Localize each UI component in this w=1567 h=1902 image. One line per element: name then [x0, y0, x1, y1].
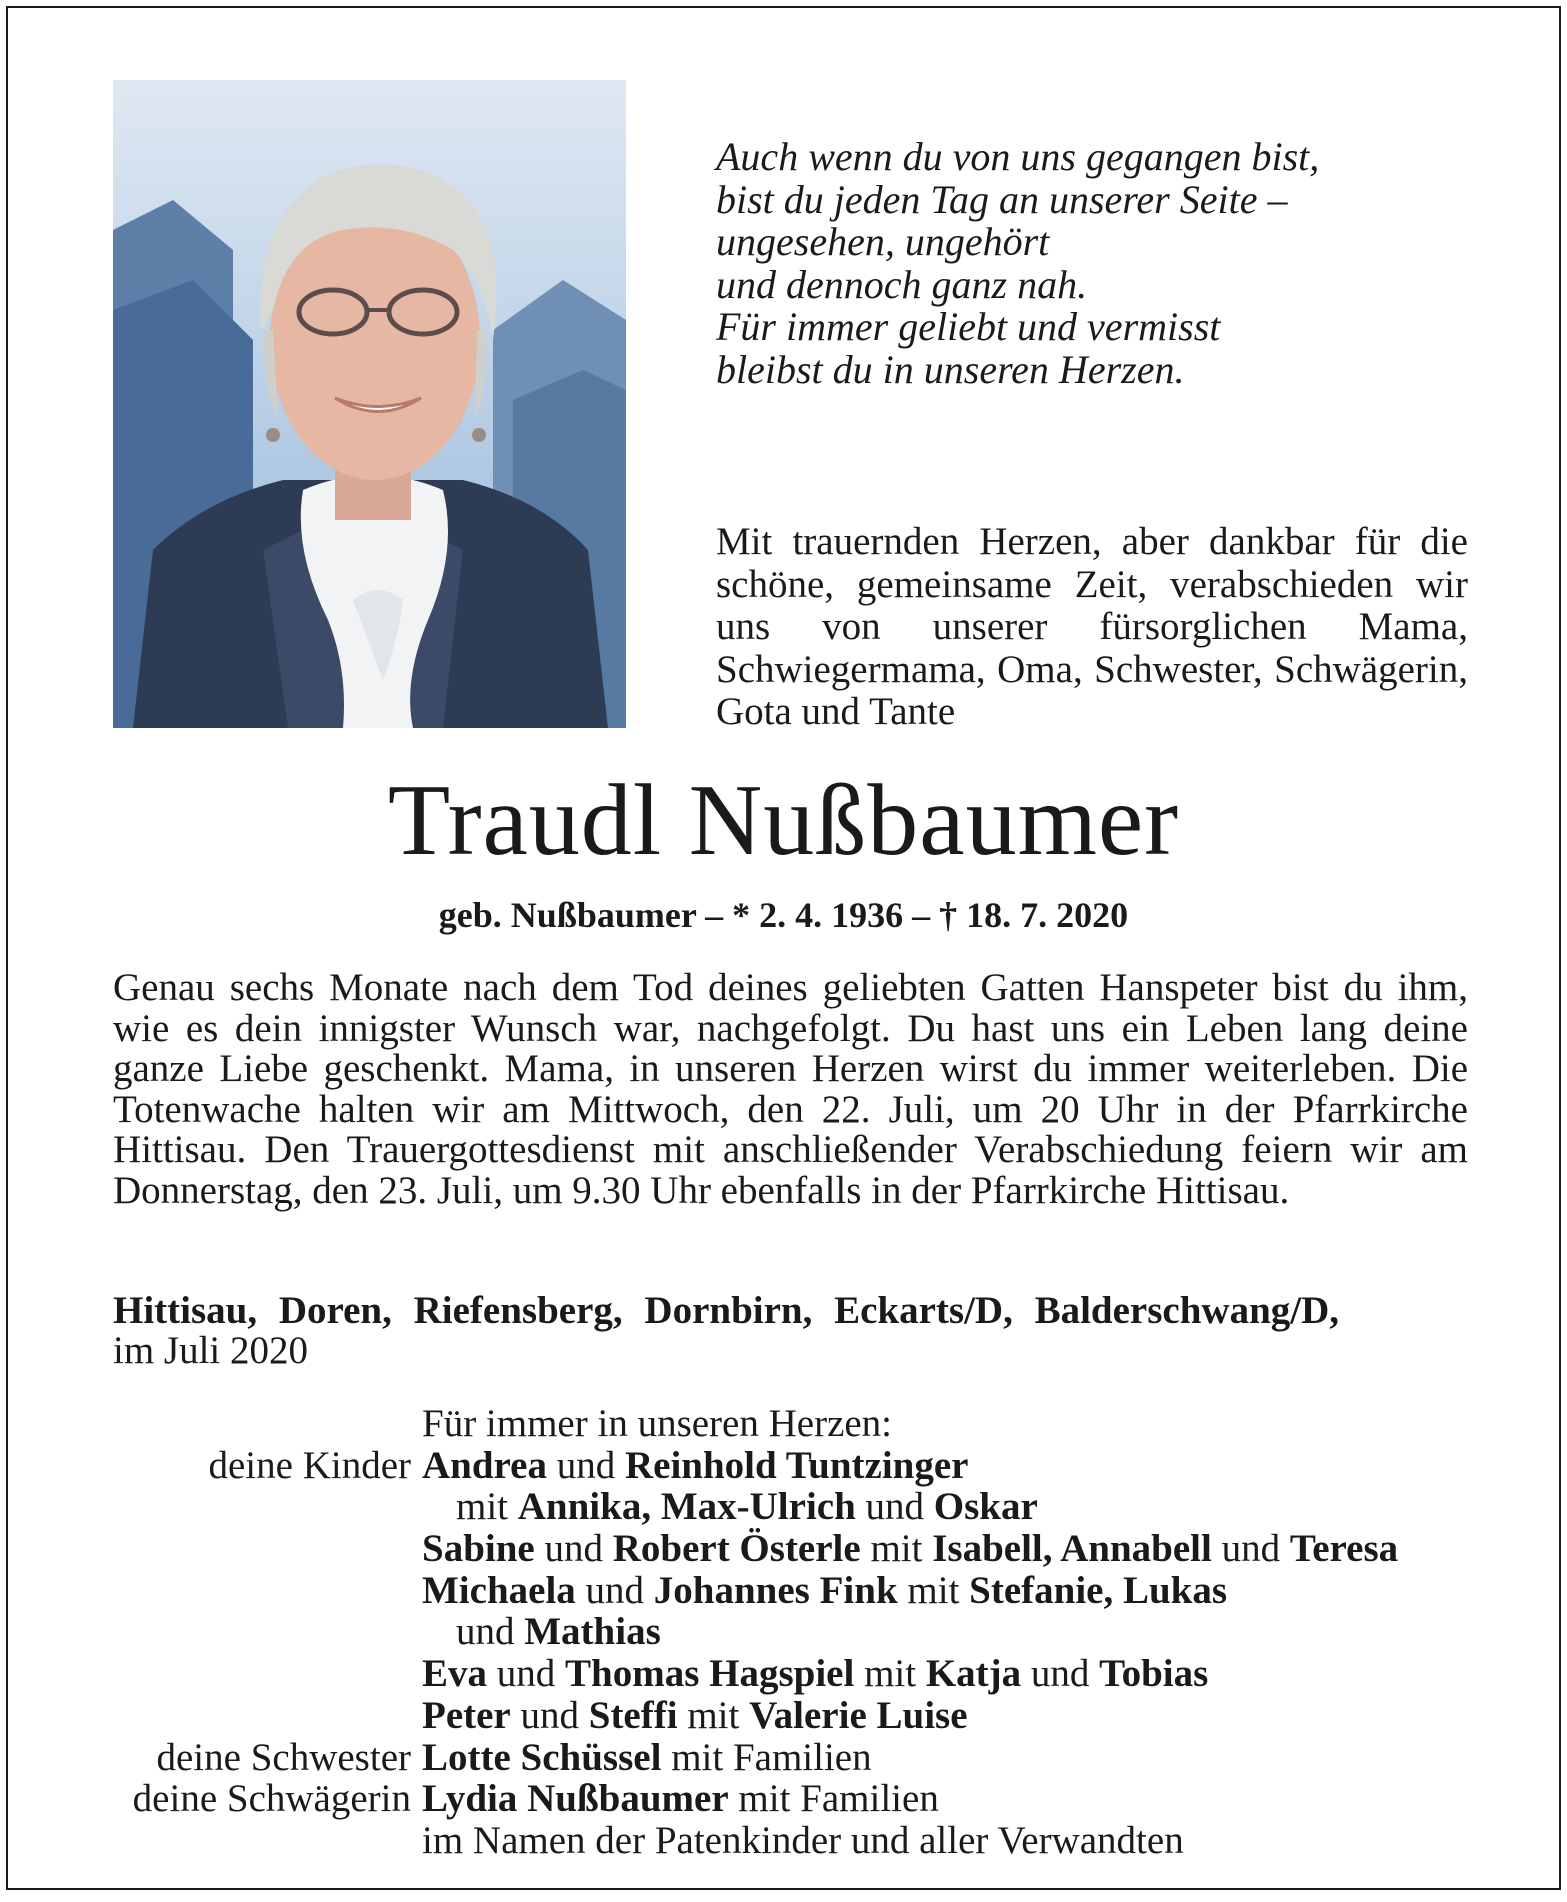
verse-line: ungesehen, ungehört [716, 219, 1050, 264]
mourner-names: Lydia Nußbaumer mit Familien [422, 1777, 939, 1821]
mourner-names: mit Annika, Max-Ulrich und Oskar [456, 1485, 1038, 1529]
mourners-heading: Für immer in unseren Herzen: [422, 1402, 893, 1445]
list-item [8, 1445, 1563, 1487]
deceased-name: Traudl Nußbaumer [387, 764, 1180, 877]
mourner-names: Lotte Schüssel mit Familien [422, 1735, 872, 1779]
list-item [8, 1820, 1563, 1862]
places-and-date [113, 1291, 1473, 1371]
mourner-names: Sabine und Robert Österle mit Isabell, Annabell und Teresa [422, 1527, 1399, 1571]
mourner-names: Michaela und Johannes Fink mit Stefanie, Lukas [422, 1568, 1228, 1612]
mourners-list [8, 1403, 1563, 1862]
portrait-photo [113, 80, 626, 728]
list-item [8, 1737, 1563, 1779]
places-list: Hittisau, Doren, Riefensberg, Dornbirn, Eckarts/D, Balderschwang/D, [113, 1289, 1340, 1332]
list-item [8, 1778, 1563, 1820]
mourner-names: Eva und Thomas Hagspiel mit Katja und Tobias [422, 1652, 1209, 1696]
portrait-illustration [113, 80, 626, 728]
list-item [8, 1528, 1563, 1570]
memorial-verse [716, 136, 1476, 391]
closing-line: im Namen der Patenkinder und aller Verwandten [422, 1818, 1184, 1862]
relation-label: deine Schwägerin [132, 1777, 411, 1821]
list-item [8, 1570, 1563, 1612]
obituary-card [6, 6, 1561, 1890]
verse-line: bist du jeden Tag an unserer Seite – [716, 176, 1288, 222]
notice-date: im Juli 2020 [113, 1329, 309, 1372]
verse-line: und dennoch ganz nah. [716, 261, 1088, 307]
mourner-names: Andrea und Reinhold Tuntzinger [422, 1443, 969, 1487]
list-item [8, 1611, 1563, 1653]
mourner-names: Peter und Steffi mit Valerie Luise [422, 1693, 968, 1737]
verse-line: bleibst du in unseren Herzen. [716, 346, 1185, 392]
verse-line: Für immer geliebt und vermisst [716, 304, 1221, 349]
mourners-heading-row [8, 1403, 1563, 1445]
mourner-names: und Mathias [456, 1610, 661, 1654]
funeral-notice-text: Genau sechs Monate nach dem Tod deines geliebten Gatten Hanspeter bist du ihm, wie es dein innigster Wunsch war, nachgefolgt. Du hast uns ein Leben lang deine ganze Liebe geschenkt. Mama, in unseren Herzen wirst du immer weiterleben. Die Totenwache halten wir am Mittwoch, den 22. Juli, um 20 Uhr in der Pfarrkirche Hittisau. Den Trauergottesdienst mit anschließender Verabschiedung feiern wir am Donnerstag, den 23. Juli, um 9.30 Uhr ebenfalls in der Pfarrkirche Hittisau. [113, 966, 1468, 1212]
birth-death-dates: geb. Nußbaumer – * 2. 4. 1936 – † 18. 7. 2020 [438, 895, 1129, 935]
relation-label: deine Kinder [208, 1443, 411, 1487]
list-item [8, 1486, 1563, 1528]
relation-label: deine Schwester [156, 1735, 411, 1779]
verse-line: Auch wenn du von uns gegangen bist, [716, 134, 1320, 179]
intro-text: Mit trauernden Herzen, aber dankbar für die schöne, gemeinsame Zeit, verabschieden wir uns von unserer fürsorglichen Mama, Schwiegermama, Oma, Schwester, Schwägerin, Gota und Tante [716, 520, 1468, 733]
list-item [8, 1653, 1563, 1695]
list-item [8, 1695, 1563, 1737]
